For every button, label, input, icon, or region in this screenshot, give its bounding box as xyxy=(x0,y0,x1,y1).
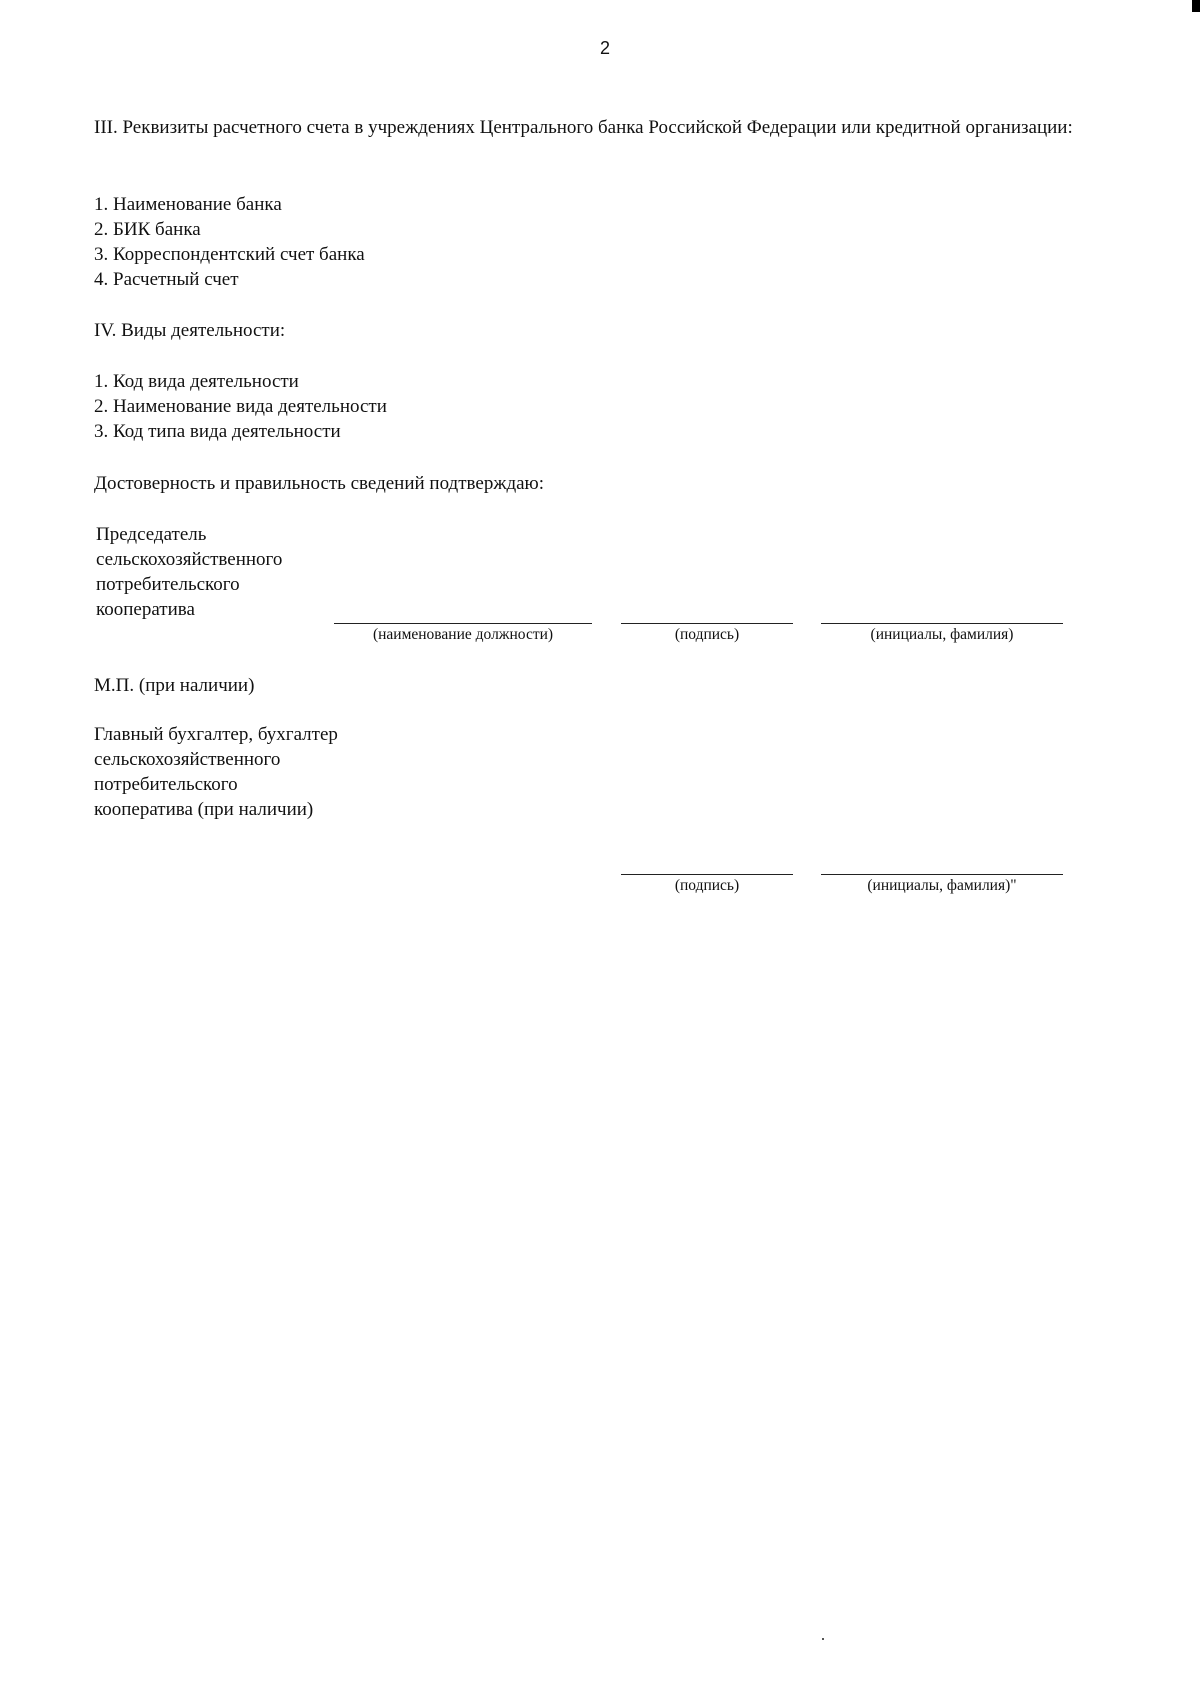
chairman-title-line: сельскохозяйственного xyxy=(96,549,283,570)
accountant-title-line: потребительского xyxy=(94,774,238,795)
caption-position: (наименование должности) xyxy=(372,626,554,643)
section-4-list xyxy=(94,369,387,444)
caption-name: (инициалы, фамилия) xyxy=(870,626,1014,643)
chairman-position-line xyxy=(334,623,592,624)
caption-signature: (подпись) xyxy=(674,877,740,894)
accountant-title-line: кооператива (при наличии) xyxy=(94,799,314,820)
list-item: 2. Наименование вида деятельности xyxy=(94,396,387,417)
caption-signature: (подпись) xyxy=(674,626,740,643)
section-3-heading: III. Реквизиты расчетного счета в учреждениях Центрального банка Российской Федерации или кредитной организации: xyxy=(94,117,1073,138)
accountant-title-line: сельскохозяйственного xyxy=(94,749,281,770)
section-4-heading: IV. Виды деятельности: xyxy=(94,320,286,341)
scan-corner-mark xyxy=(1192,0,1200,12)
confirmation-text: Достоверность и правильность сведений подтверждаю: xyxy=(94,473,545,494)
list-item: 3. Корреспондентский счет банка xyxy=(94,244,365,265)
scan-speck xyxy=(822,1638,824,1640)
list-item: 3. Код типа вида деятельности xyxy=(94,421,341,442)
list-item: 1. Код вида деятельности xyxy=(94,371,299,392)
chairman-signature-line xyxy=(621,623,793,624)
chairman-title-line: потребительского xyxy=(96,574,240,595)
accountant-name-line xyxy=(821,874,1063,875)
accountant-signature-line xyxy=(621,874,793,875)
list-item: 4. Расчетный счет xyxy=(94,269,239,290)
list-item: 1. Наименование банка xyxy=(94,194,282,215)
accountant-title xyxy=(94,722,338,822)
page-number: 2 xyxy=(599,38,610,58)
chairman-title-line: Председатель xyxy=(96,524,207,545)
caption-name: (инициалы, фамилия)" xyxy=(867,877,1017,894)
chairman-title-line: кооператива xyxy=(96,599,195,620)
stamp-place: М.П. (при наличии) xyxy=(94,675,255,696)
list-item: 2. БИК банка xyxy=(94,219,201,240)
accountant-title-line: Главный бухгалтер, бухгалтер xyxy=(94,724,338,745)
chairman-title xyxy=(96,522,282,622)
section-3-list xyxy=(94,192,365,292)
chairman-name-line xyxy=(821,623,1063,624)
